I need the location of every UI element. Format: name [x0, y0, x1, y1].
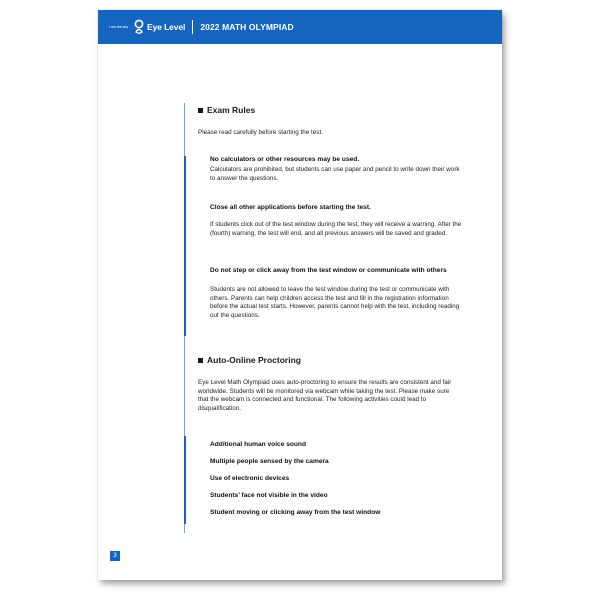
document-title: 2022 MATH OLYMPIAD — [200, 22, 294, 32]
activity-item: Multiple people sensed by the camera — [210, 458, 329, 465]
activity-item: Student moving or clicking away from the test window — [210, 509, 381, 516]
rule-title: No calculators or other resources may be used. — [210, 156, 360, 163]
exam-rules-heading: Exam Rules — [198, 105, 255, 115]
square-bullet-icon — [198, 358, 203, 363]
rule-body: Students are not allowed to leave the test window during the test or communicate with others. Parents can help children access the test and fill in the registration information before the actual test starts. However, parents cannot help with the test, including reading out the questions. — [210, 286, 460, 319]
header-divider — [192, 20, 193, 34]
document-page — [98, 10, 502, 580]
brand-tagline: I am the key — [109, 25, 129, 29]
activity-item: Students’ face not visible in the video — [210, 492, 328, 499]
rule-body: If students click out of the test window during the test, they will receive a warning. After the (fourth) warning, the test will end, and all previous answers will be saved and graded. — [210, 221, 462, 237]
rules-accent-bar — [184, 156, 186, 336]
brand-name: Eye Level — [147, 22, 186, 32]
proctoring-heading: Auto-Online Proctoring — [198, 355, 301, 365]
activity-item: Use of electronic devices — [210, 475, 290, 482]
rule-body: Calculators are prohibited, but students can use paper and pencil to write down their work to answer the questions. — [210, 166, 460, 182]
page-number: 3 — [110, 551, 120, 561]
rule-title: Do not step or click away from the test window or communicate with others — [210, 267, 447, 274]
key-logo-icon — [133, 19, 145, 35]
activities-accent-bar — [184, 436, 186, 524]
exam-rules-intro: Please read carefully before starting the test. — [198, 129, 323, 136]
activity-item: Additional human voice sound — [210, 441, 306, 448]
header-banner — [98, 10, 502, 44]
square-bullet-icon — [198, 108, 203, 113]
proctoring-intro: Eye Level Math Olympiad uses auto-proctoring to ensure the results are consistent and fair worldwide. Students will be monitored via webcam while taking the test. Please make sure that the webcam is connected and functional. The following activities could lead to disqualification. — [198, 379, 452, 412]
rule-title: Close all other applications before starting the test. — [210, 204, 371, 211]
